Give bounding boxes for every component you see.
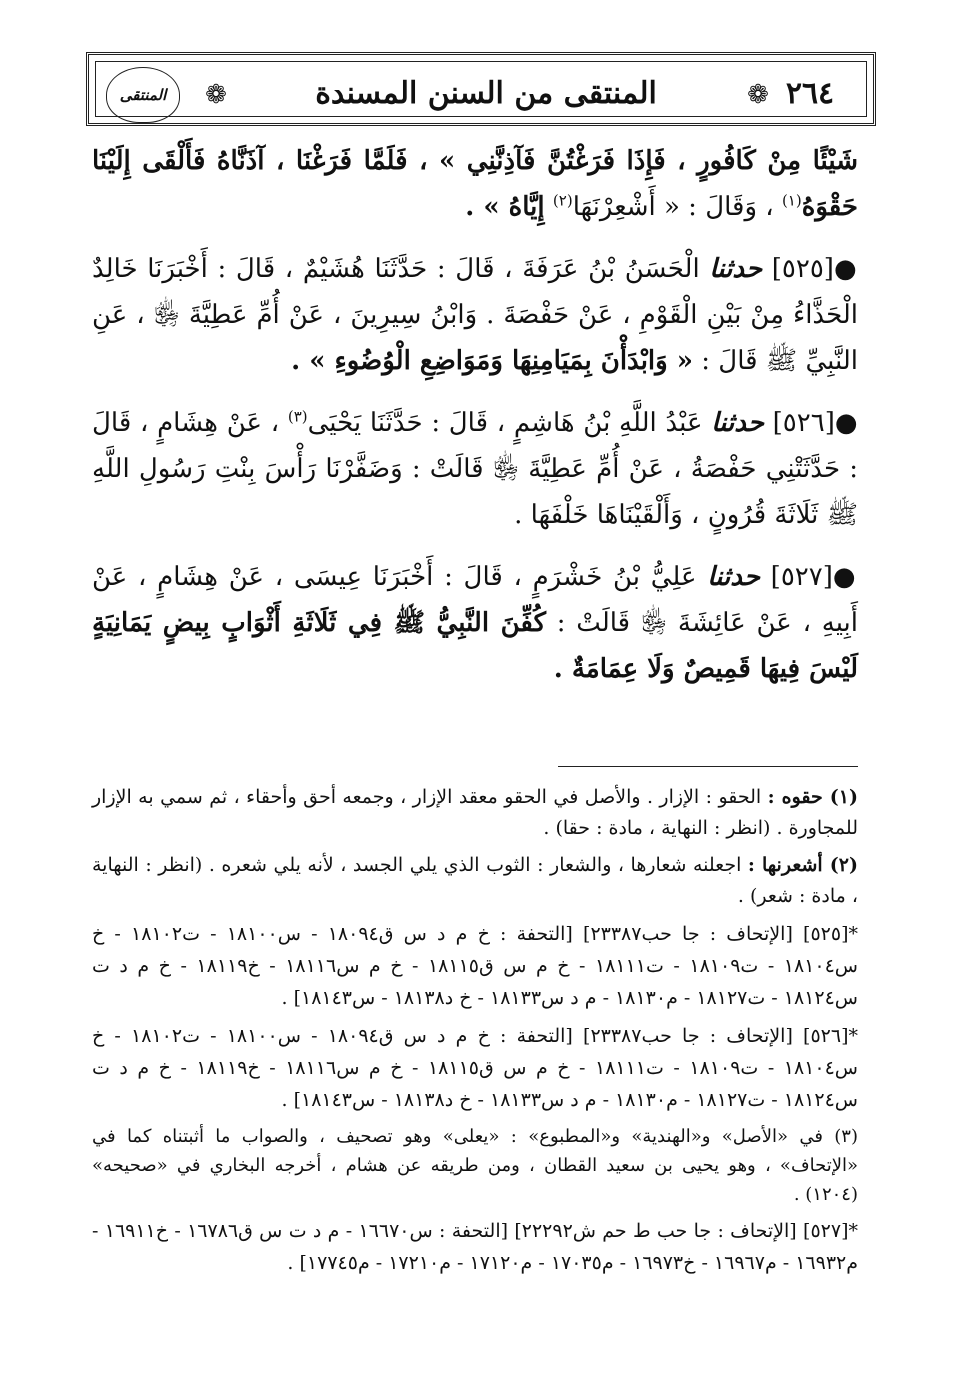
bullet-icon: ● [834,408,858,438]
footnote-3: (٣) في «الأصل» و«الهندية» و«المطبوع» : «يعلى» وهو تصحيف ، والصواب ما أثبتناه كما في «الإتحاف» ، وهو يحيى بن سعيد القطان ، ومن طريقه عن هشام ، أخرجه البخاري في «صحيحه» (١٢٠٤) . [92,1126,858,1205]
page-number: ٢٦٤ [785,75,835,111]
main-text [92,138,858,692]
footnote-2 [92,850,858,912]
source-note-526: *[٥٢٦] [الإتحاف : جا حب٢٣٣٨٧] [التحفة : خ م د س ق١٨٠٩٤ - س١٨١٠٠ - ت١٨١٠٢ - خ س١٨١٠٤ - ت١٨١٠٩ - ت١٨١١١ - خ م س ق١٨١١٥ - خ م س١٨١١٦ - خ١٨١١٩ - خ م د ت س١٨١٢٤ - ت١٨١٢٧ - م١٨١٣٠ - م د س١٨١٣٣ - خ د١٨١٣٨ - س١٨١٤٣] . [92,1025,859,1111]
bullet-icon: ● [833,254,859,284]
text-segment: ، وَقَالَ : « أَشْعِرْنَهَا [572,192,774,222]
matn-text: ، عَنْ هِشَامٍ ، قَالَ : حَدَّثَتْنِي حَفْصَةُ ، عَنْ أُمِّ عَطِيَّةَ ﵂ قَالَتْ : وَضَفَّرْنَا رَأْسَ بِنْتِ رَسُولِ اللَّهِ ﷺ ثَلَاثَةَ قُرُونٍ ، وَأَلْقَيْنَاهَا خَلْفَهَا . [92,408,858,530]
footnote-lead: (١) حقوه : [767,786,858,808]
running-title: المنتقى من السنن المسندة [315,75,657,111]
hadith-526 [92,400,858,538]
footnote-ref-2: (٢) [552,191,573,210]
source-note-527: *[٥٢٧] [الإتحاف : جا حب ط حم ش٢٢٢٩٢] [التحفة : س١٦٦٧٠ - م د ت س ق١٦٧٨٦ - خ١٦٩١١ - م١٦٩٣٢ - م١٦٩٦٧ - خ١٦٩٧٣ - م١٧٠٣٥ - م١٧١٢٠ - م١٧٢١٠ - م١٧٧٤٥] . [92,1220,858,1274]
ornament-left-icon: ❁ [205,80,227,110]
text-segment: إِيَّاهُ » . [465,192,545,222]
hadith-number: [٥٢٧] [770,562,833,592]
footnote-1 [92,782,858,844]
page-header [86,52,876,126]
haddatha-marker: حدثنا [709,254,763,284]
haddatha-marker: حدثنا [707,562,760,592]
hadith-527 [92,554,858,692]
bullet-icon: ● [832,562,858,592]
matn-text: كُفِّنَ النَّبِيُّ ﷺ فِي ثَلَاثَةِ أَثْوَابٍ بِيضٍ يَمَانِيَةٍ لَيْسَ فِيهَا قَمِيصٌ وَلَا عِمَامَةٌ . [92,608,858,684]
ornament-right-icon: ❁ [747,80,769,110]
footnote-text: اجعلنه شعارها ، والشعار : الثوب الذي يلي الجسد ، لأنه يلي شعره . (انظر : النهاية ، مادة : شعر) . [92,854,858,907]
publisher-seal: المنتقى [106,67,180,123]
source-note-525: *[٥٢٥] [الإتحاف : جا حب٢٣٣٨٧] [التحفة : خ م د س ق١٨٠٩٤ - س١٨١٠٠ - ت١٨١٠٢ - خ س١٨١٠٤ - ت١٨١٠٩ - ت١٨١١١ - خ م س ق١٨١١٥ - خ م س١٨١١٦ - خ١٨١١٩ - خ م د ت س١٨١٢٤ - ت١٨١٢٧ - م١٨١٣٠ - م د س١٨١٣٣ - خ د١٨١٣٨ - س١٨١٤٣] . [92,923,859,1009]
footnote-lead: (٢) أشعرنها : [747,854,859,876]
header-frame [95,61,867,117]
text-segment: شَيْئًا مِنْ كَافُورٍ ، فَإِذَا فَرَغْتُنَّ فَآذِنَّنِي » ، فَلَمَّا فَرَغْنَا ، آذَنَّاهُ فَأَلْقَى إِلَيْنَا حَقْوَهُ [92,146,858,222]
isnad-text: الْحَسَنُ بْنُ عَرَفَةَ ، قَالَ : حَدَّثَنَا هُشَيْمٌ ، قَالَ : أَخْبَرَنَا خَالِدٌ الْحَذَّاءُ مِنْ بَيْنِ الْقَوْمِ ، عَنْ حَفْصَةَ . وَابْنُ سِيرِينَ ، عَنْ أُمِّ عَطِيَّةَ ﵂ ، عَنِ النَّبِيِّ ﷺ قَالَ : [92,254,858,376]
haddatha-marker: حدثنا [711,408,764,438]
hadith-number: [٥٢٦] [772,408,835,438]
footnote-text: الحقو : الإزار . والأصل في الحقو معقد الإزار ، وجمعه أحق وأحقاء ، ثم سمي به الإزار للمجاورة . (انظر : النهاية ، مادة : حقا) . [92,786,858,839]
hadith-525 [92,246,858,384]
isnad-text: عَبْدُ اللَّهِ بْنُ هَاشِمٍ ، قَالَ : حَدَّثَنَا يَحْيَى [307,408,703,438]
footnote-ref-1: (١) [781,191,802,210]
hadith-number: [٥٢٥] [771,254,834,284]
matn-text: « وَابْدَأْنَ بِمَيَامِنِهَا وَمَوَاضِعِ الْوُضُوءِ » . [291,346,694,376]
isnad-text: عَلِيُّ بْنُ خَشْرَمٍ ، قَالَ : أَخْبَرَنَا عِيسَى ، عَنْ هِشَامٍ ، عَنْ أَبِيهِ ، عَنْ عَائِشَةَ ﵂ قَالَتْ : [92,562,858,638]
footnote-ref-3: (٣) [287,407,308,426]
footnote-separator [558,766,858,767]
footnotes [92,782,858,1285]
paragraph-continuation [92,138,858,230]
